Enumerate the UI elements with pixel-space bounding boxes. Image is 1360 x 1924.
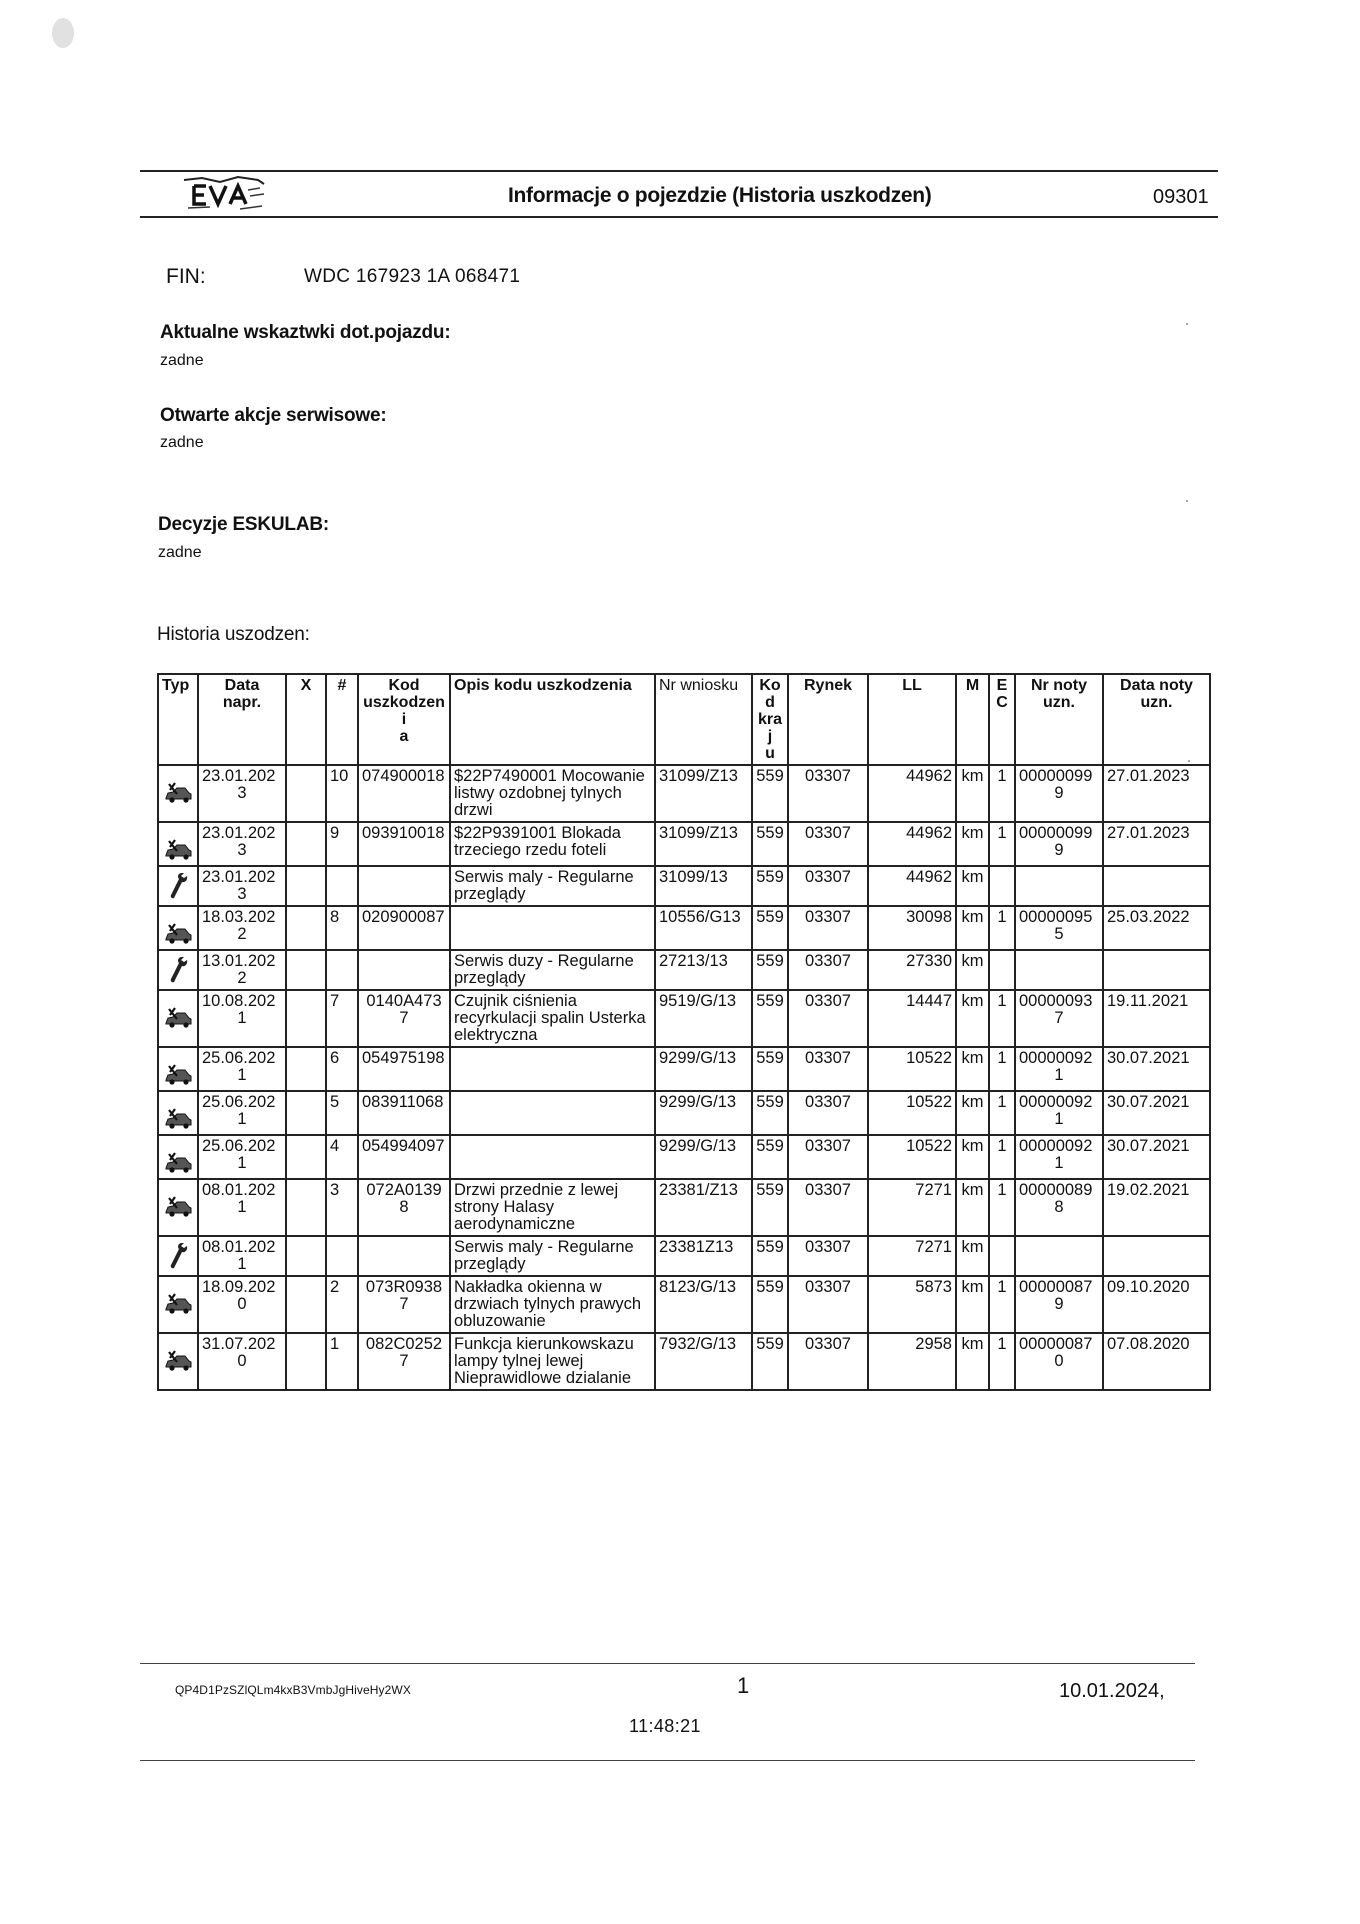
cell-x <box>286 765 326 822</box>
cell-kraj: 559 <box>752 990 788 1047</box>
cell-opis: Czujnik ciśnienia recyrkulacji spalin Usterka elektryczna <box>450 990 655 1047</box>
cell-unit: km <box>956 1333 989 1390</box>
cell-kod: 083911068 <box>358 1091 450 1135</box>
car-damage-icon <box>163 1350 193 1374</box>
cell-unit: km <box>956 950 989 990</box>
fin-label: FIN: <box>166 265 206 288</box>
cell-wniosek: 7932/G/13 <box>655 1333 752 1390</box>
cell-typ <box>158 1179 198 1236</box>
eva-logo <box>180 174 270 214</box>
cell-ec: 1 <box>989 1179 1015 1236</box>
cell-x <box>286 1236 326 1276</box>
cell-kod: 0140A473 7 <box>358 990 450 1047</box>
cell-ll: 2958 <box>868 1333 956 1390</box>
cell-unit: km <box>956 1135 989 1179</box>
cell-wniosek: 31099/13 <box>655 866 752 906</box>
cell-datanoty: 30.07.2021 <box>1103 1091 1210 1135</box>
cell-datanoty <box>1103 866 1210 906</box>
table-row <box>158 765 1210 822</box>
table-row <box>158 990 1210 1047</box>
cell-opis: Nakładka okienna w drzwiach tylnych prawych obluzowanie <box>450 1276 655 1333</box>
cell-ec <box>989 1236 1015 1276</box>
cell-datanoty: 07.08.2020 <box>1103 1333 1210 1390</box>
car-damage-icon <box>163 1196 193 1220</box>
cell-unit: km <box>956 866 989 906</box>
section-value-eskulab: zadne <box>158 544 202 561</box>
car-damage-icon <box>163 1293 193 1317</box>
cell-kraj: 559 <box>752 906 788 950</box>
col-header-rynek: Rynek <box>788 674 868 765</box>
cell-date: 18.09.202 0 <box>198 1276 286 1333</box>
cell-opis <box>450 1135 655 1179</box>
cell-ec <box>989 866 1015 906</box>
cell-num: 3 <box>326 1179 358 1236</box>
cell-unit: km <box>956 1179 989 1236</box>
cell-nota: 00000095 5 <box>1015 906 1103 950</box>
col-header-date: Data napr. <box>198 674 286 765</box>
cell-kraj: 559 <box>752 866 788 906</box>
cell-ll: 44962 <box>868 765 956 822</box>
cell-unit: km <box>956 1276 989 1333</box>
cell-num: 4 <box>326 1135 358 1179</box>
wrench-icon <box>167 955 189 985</box>
cell-rynek: 03307 <box>788 1135 868 1179</box>
cell-datanoty: 27.01.2023 <box>1103 822 1210 866</box>
cell-date: 13.01.202 2 <box>198 950 286 990</box>
cell-typ <box>158 765 198 822</box>
cell-ec: 1 <box>989 1091 1015 1135</box>
car-damage-icon <box>163 782 193 806</box>
cell-typ <box>158 990 198 1047</box>
wrench-icon <box>167 871 189 901</box>
cell-datanoty: 25.03.2022 <box>1103 906 1210 950</box>
cell-unit: km <box>956 1091 989 1135</box>
table-row <box>158 906 1210 950</box>
cell-kod: 054975198 <box>358 1047 450 1091</box>
cell-opis <box>450 1091 655 1135</box>
history-title: Historia uszodzen: <box>157 624 310 645</box>
car-damage-icon <box>163 1108 193 1132</box>
cell-kod: 054994097 <box>358 1135 450 1179</box>
header-bottom-rule <box>140 216 1218 218</box>
footer-page-number: 1 <box>737 1673 750 1698</box>
cell-kraj: 559 <box>752 1091 788 1135</box>
col-header-kraj: Kod kraj u <box>752 674 788 765</box>
cell-wniosek: 27213/13 <box>655 950 752 990</box>
cell-typ <box>158 1236 198 1276</box>
cell-num: 1 <box>326 1333 358 1390</box>
col-header-nota: Nr noty uzn. <box>1015 674 1103 765</box>
cell-num <box>326 1236 358 1276</box>
cell-opis: $22P7490001 Mocowanie listwy ozdobnej tylnych drzwi <box>450 765 655 822</box>
cell-kod: 074900018 <box>358 765 450 822</box>
cell-nota: 00000092 1 <box>1015 1135 1103 1179</box>
cell-ll: 44962 <box>868 866 956 906</box>
cell-kod <box>358 950 450 990</box>
cell-kraj: 559 <box>752 765 788 822</box>
col-header-kod: Kod uszkodzeni a <box>358 674 450 765</box>
table-row <box>158 950 1210 990</box>
cell-ec: 1 <box>989 822 1015 866</box>
table-row <box>158 1276 1210 1333</box>
cell-date: 23.01.202 3 <box>198 765 286 822</box>
cell-ec: 1 <box>989 765 1015 822</box>
cell-date: 25.06.202 1 <box>198 1047 286 1091</box>
cell-rynek: 03307 <box>788 950 868 990</box>
car-damage-icon <box>163 1064 193 1088</box>
table-row <box>158 1333 1210 1390</box>
cell-x <box>286 906 326 950</box>
cell-kod: 093910018 <box>358 822 450 866</box>
col-header-x: X <box>286 674 326 765</box>
cell-kod: 073R0938 7 <box>358 1276 450 1333</box>
col-header-num: # <box>326 674 358 765</box>
cell-ec: 1 <box>989 1135 1015 1179</box>
scan-noise <box>1186 500 1188 502</box>
cell-unit: km <box>956 1047 989 1091</box>
cell-typ <box>158 822 198 866</box>
car-damage-icon <box>163 1007 193 1031</box>
cell-opis: Serwis maly - Regularne przeglądy <box>450 1236 655 1276</box>
cell-typ <box>158 950 198 990</box>
col-header-ll: LL <box>868 674 956 765</box>
cell-rynek: 03307 <box>788 1333 868 1390</box>
header-top-rule <box>140 170 1218 172</box>
cell-datanoty: 27.01.2023 <box>1103 765 1210 822</box>
cell-opis <box>450 906 655 950</box>
cell-nota: 00000099 9 <box>1015 765 1103 822</box>
cell-datanoty <box>1103 1236 1210 1276</box>
table-row <box>158 1047 1210 1091</box>
footer-bottom-rule <box>140 1760 1195 1761</box>
cell-kraj: 559 <box>752 950 788 990</box>
col-header-typ: Typ <box>158 674 198 765</box>
cell-nota <box>1015 950 1103 990</box>
cell-kod <box>358 866 450 906</box>
cell-kraj: 559 <box>752 1333 788 1390</box>
cell-ll: 44962 <box>868 822 956 866</box>
table-row <box>158 1091 1210 1135</box>
cell-typ <box>158 866 198 906</box>
cell-kod: 020900087 <box>358 906 450 950</box>
cell-ec: 1 <box>989 906 1015 950</box>
cell-wniosek: 9519/G/13 <box>655 990 752 1047</box>
cell-ec: 1 <box>989 1276 1015 1333</box>
cell-date: 31.07.202 0 <box>198 1333 286 1390</box>
cell-kraj: 559 <box>752 1276 788 1333</box>
cell-nota: 00000087 9 <box>1015 1276 1103 1333</box>
cell-rynek: 03307 <box>788 822 868 866</box>
cell-typ <box>158 1276 198 1333</box>
cell-ll: 14447 <box>868 990 956 1047</box>
cell-rynek: 03307 <box>788 906 868 950</box>
cell-x <box>286 950 326 990</box>
cell-nota: 00000099 9 <box>1015 822 1103 866</box>
wrench-icon <box>167 1241 189 1271</box>
cell-date: 23.01.202 3 <box>198 866 286 906</box>
cell-kod: 072A0139 8 <box>358 1179 450 1236</box>
section-title-eskulab: Decyzje ESKULAB: <box>158 514 330 535</box>
cell-date: 18.03.202 2 <box>198 906 286 950</box>
cell-rynek: 03307 <box>788 866 868 906</box>
cell-kraj: 559 <box>752 822 788 866</box>
cell-date: 23.01.202 3 <box>198 822 286 866</box>
scan-noise <box>52 18 74 48</box>
cell-x <box>286 1135 326 1179</box>
cell-datanoty <box>1103 950 1210 990</box>
cell-num: 9 <box>326 822 358 866</box>
scan-noise <box>1188 760 1190 762</box>
col-header-wniosek: Nr wniosku <box>655 674 752 765</box>
cell-kraj: 559 <box>752 1047 788 1091</box>
cell-wniosek: 9299/G/13 <box>655 1047 752 1091</box>
cell-unit: km <box>956 990 989 1047</box>
history-table <box>157 673 1211 1391</box>
cell-ll: 10522 <box>868 1047 956 1091</box>
cell-ec: 1 <box>989 1333 1015 1390</box>
cell-date: 25.06.202 1 <box>198 1091 286 1135</box>
cell-num <box>326 950 358 990</box>
cell-opis: Funkcja kierunkowskazu lampy tylnej lewej Nieprawidlowe dzialanie <box>450 1333 655 1390</box>
cell-opis: $22P9391001 Blokada trzeciego rzedu foteli <box>450 822 655 866</box>
cell-date: 08.01.202 1 <box>198 1236 286 1276</box>
car-damage-icon <box>163 923 193 947</box>
cell-x <box>286 1091 326 1135</box>
cell-date: 08.01.202 1 <box>198 1179 286 1236</box>
table-row <box>158 1179 1210 1236</box>
document-code: 09301 <box>1153 186 1209 208</box>
cell-ll: 30098 <box>868 906 956 950</box>
cell-nota <box>1015 866 1103 906</box>
cell-unit: km <box>956 765 989 822</box>
cell-rynek: 03307 <box>788 990 868 1047</box>
document-title: Informacje o pojezdzie (Historia uszkodzen) <box>508 184 932 207</box>
cell-wniosek: 10556/G13 <box>655 906 752 950</box>
cell-nota: 00000092 1 <box>1015 1091 1103 1135</box>
footer-top-rule <box>140 1663 1195 1664</box>
footer-date: 10.01.2024, <box>1059 1680 1165 1702</box>
cell-unit: km <box>956 1236 989 1276</box>
cell-rynek: 03307 <box>788 1276 868 1333</box>
cell-wniosek: 9299/G/13 <box>655 1135 752 1179</box>
cell-wniosek: 31099/Z13 <box>655 765 752 822</box>
cell-rynek: 03307 <box>788 1047 868 1091</box>
cell-unit: km <box>956 906 989 950</box>
cell-rynek: 03307 <box>788 1236 868 1276</box>
cell-num <box>326 866 358 906</box>
cell-ll: 10522 <box>868 1091 956 1135</box>
cell-wniosek: 23381Z13 <box>655 1236 752 1276</box>
section-value-wskazowki: zadne <box>160 352 204 369</box>
table-header-row <box>158 674 1210 765</box>
car-damage-icon <box>163 839 193 863</box>
section-title-akcje: Otwarte akcje serwisowe: <box>160 405 387 426</box>
cell-x <box>286 866 326 906</box>
cell-typ <box>158 1135 198 1179</box>
cell-nota: 00000087 0 <box>1015 1333 1103 1390</box>
cell-kraj: 559 <box>752 1236 788 1276</box>
cell-x <box>286 822 326 866</box>
table-row <box>158 1135 1210 1179</box>
cell-num: 2 <box>326 1276 358 1333</box>
cell-x <box>286 1047 326 1091</box>
cell-datanoty: 09.10.2020 <box>1103 1276 1210 1333</box>
cell-ll: 27330 <box>868 950 956 990</box>
cell-nota: 00000089 8 <box>1015 1179 1103 1236</box>
fin-value: WDC 167923 1A 068471 <box>304 266 521 287</box>
section-title-wskazowki: Aktualne wskaztwki dot.pojazdu: <box>160 322 451 343</box>
col-header-datanoty: Data noty uzn. <box>1103 674 1210 765</box>
cell-num: 8 <box>326 906 358 950</box>
cell-typ <box>158 906 198 950</box>
footer-time: 11:48:21 <box>629 1716 701 1736</box>
cell-wniosek: 23381/Z13 <box>655 1179 752 1236</box>
col-header-m: M <box>956 674 989 765</box>
table-row <box>158 822 1210 866</box>
cell-ec: 1 <box>989 990 1015 1047</box>
cell-ll: 7271 <box>868 1179 956 1236</box>
cell-rynek: 03307 <box>788 1179 868 1236</box>
cell-x <box>286 1276 326 1333</box>
table-row <box>158 866 1210 906</box>
cell-kraj: 559 <box>752 1179 788 1236</box>
cell-typ <box>158 1047 198 1091</box>
cell-wniosek: 9299/G/13 <box>655 1091 752 1135</box>
cell-x <box>286 1179 326 1236</box>
cell-wniosek: 8123/G/13 <box>655 1276 752 1333</box>
cell-nota: 00000093 7 <box>1015 990 1103 1047</box>
cell-datanoty: 30.07.2021 <box>1103 1135 1210 1179</box>
cell-rynek: 03307 <box>788 1091 868 1135</box>
cell-date: 10.08.202 1 <box>198 990 286 1047</box>
cell-opis: Serwis duzy - Regularne przeglądy <box>450 950 655 990</box>
cell-date: 25.06.202 1 <box>198 1135 286 1179</box>
cell-x <box>286 990 326 1047</box>
cell-kraj: 559 <box>752 1135 788 1179</box>
cell-unit: km <box>956 822 989 866</box>
cell-ll: 10522 <box>868 1135 956 1179</box>
table-row <box>158 1236 1210 1276</box>
cell-opis: Serwis maly - Regularne przeglądy <box>450 866 655 906</box>
cell-num: 7 <box>326 990 358 1047</box>
cell-opis: Drzwi przednie z lewej strony Halasy aerodynamiczne <box>450 1179 655 1236</box>
cell-typ <box>158 1333 198 1390</box>
cell-datanoty: 19.02.2021 <box>1103 1179 1210 1236</box>
cell-ll: 5873 <box>868 1276 956 1333</box>
col-header-opis: Opis kodu uszkodzenia <box>450 674 655 765</box>
cell-nota <box>1015 1236 1103 1276</box>
cell-opis <box>450 1047 655 1091</box>
cell-ll: 7271 <box>868 1236 956 1276</box>
cell-num: 6 <box>326 1047 358 1091</box>
cell-x <box>286 1333 326 1390</box>
cell-datanoty: 30.07.2021 <box>1103 1047 1210 1091</box>
cell-rynek: 03307 <box>788 765 868 822</box>
cell-kod <box>358 1236 450 1276</box>
col-header-ec: E C <box>989 674 1015 765</box>
cell-ec: 1 <box>989 1047 1015 1091</box>
cell-kod: 082C0252 7 <box>358 1333 450 1390</box>
cell-nota: 00000092 1 <box>1015 1047 1103 1091</box>
car-damage-icon <box>163 1152 193 1176</box>
cell-typ <box>158 1091 198 1135</box>
scan-noise <box>1186 323 1188 325</box>
cell-wniosek: 31099/Z13 <box>655 822 752 866</box>
cell-ec <box>989 950 1015 990</box>
footer-document-code: QP4D1PzSZlQLm4kxB3VmbJgHiveHy2WX <box>175 1683 411 1697</box>
cell-datanoty: 19.11.2021 <box>1103 990 1210 1047</box>
section-value-akcje: zadne <box>160 434 204 451</box>
cell-num: 5 <box>326 1091 358 1135</box>
cell-num: 10 <box>326 765 358 822</box>
